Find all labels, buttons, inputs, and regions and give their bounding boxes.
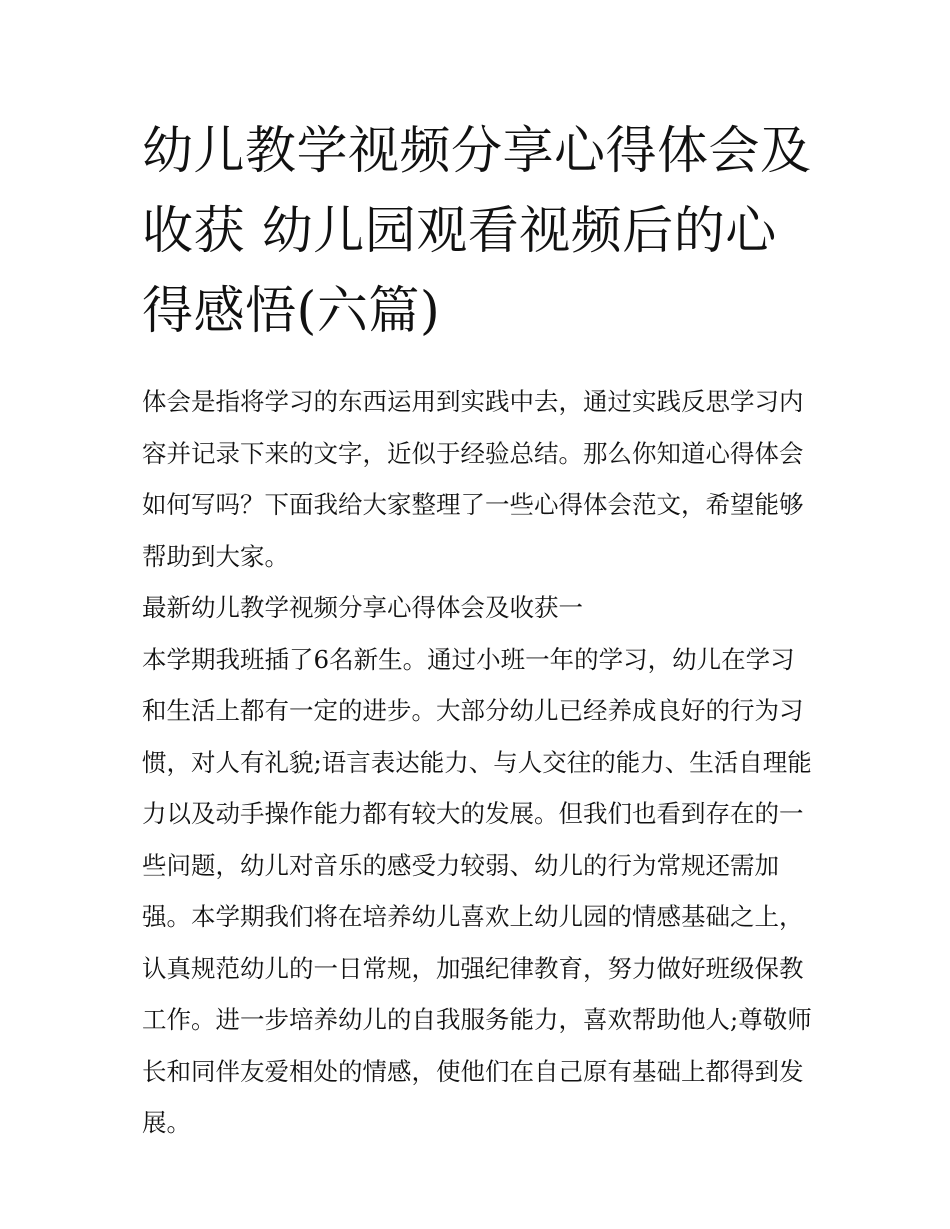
section-paragraph: 本学期我班插了6名新生。通过小班一年的学习，幼儿在学习和生活上都有一定的进步。大部分幼儿已经养成良好的行为习惯，对人有礼貌;语言表达能力、与人交往的能力、生活自理能力以及动手操作能力都有较大的发展。但我们也看到存在的一些问题，幼儿对音乐的感受力较弱、幼儿的行为常规还需加强。本学期我们将在培养幼儿喜欢上幼儿园的情感基础之上，认真规范幼儿的一日常规，加强纪律教育，努力做好班级保教工作。进一步培养幼儿的自我服务能力，喜欢帮助他人;尊敬师长和同伴友爱相处的情感，使他们在自己原有基础上都得到发展。	[142, 644, 812, 1137]
document-page	[142, 112, 814, 1149]
intro-paragraph: 体会是指将学习的东西运用到实践中去，通过实践反思学习内容并记录下来的文字，近似于经验总结。那么你知道心得体会如何写吗？下面我给大家整理了一些心得体会范文，希望能够帮助到大家。	[142, 387, 804, 571]
document-title: 幼儿教学视频分享心得体会及收获 幼儿园观看视频后的心得感悟(六篇)	[142, 122, 812, 341]
section-heading: 最新幼儿教学视频分享心得体会及收获一	[142, 593, 583, 622]
section-1	[142, 582, 814, 1149]
